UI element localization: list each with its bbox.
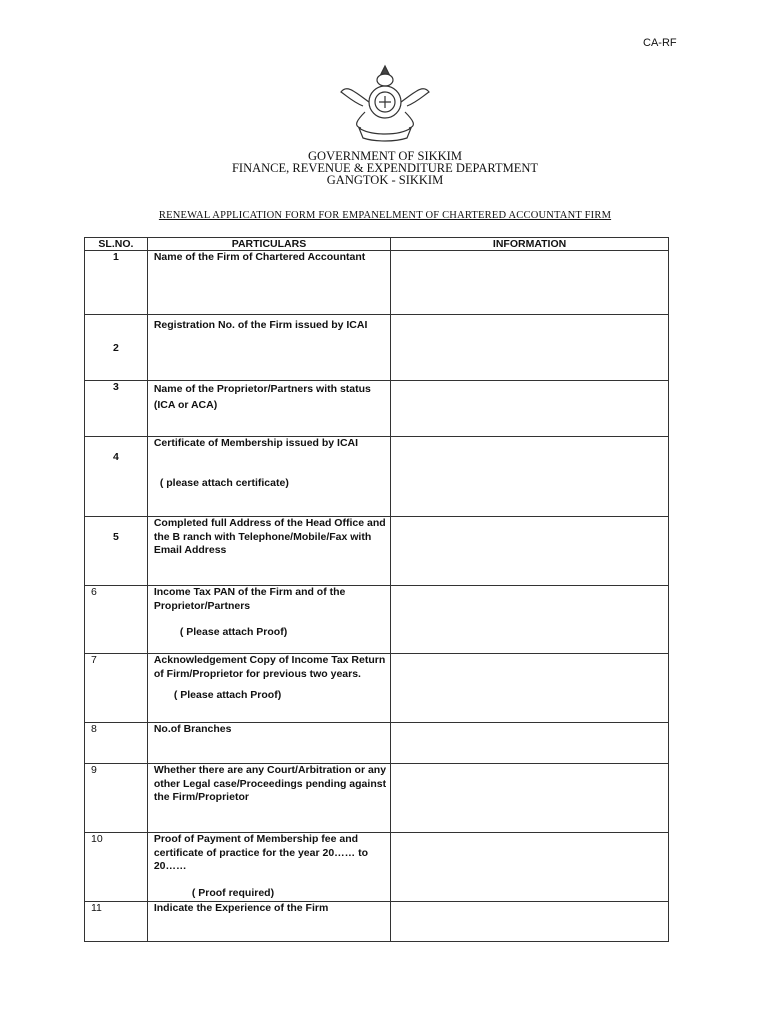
row-note: ( Please attach Proof) <box>179 626 288 638</box>
form-code: CA-RF <box>643 37 677 49</box>
table-row <box>85 517 669 586</box>
header-line-2: FINANCE, REVENUE & EXPENDITURE DEPARTMENT <box>231 161 539 175</box>
row-information-cell[interactable] <box>391 251 669 315</box>
row-particular-cell <box>147 654 390 723</box>
table-row <box>85 723 669 764</box>
application-table <box>84 237 669 942</box>
row-particular-cell <box>147 586 390 654</box>
row-particular: No.of Branches <box>147 723 390 764</box>
row-information-cell[interactable] <box>391 586 669 654</box>
row-information-cell[interactable] <box>391 654 669 723</box>
row-information-cell[interactable] <box>391 437 669 517</box>
row-number: 4 <box>85 437 148 517</box>
table-header-row <box>85 238 669 251</box>
row-information-cell[interactable] <box>391 381 669 437</box>
form-title: RENEWAL APPLICATION FORM FOR EMPANELMENT OF CHARTERED ACCOUNTANT FIRM <box>158 210 612 221</box>
row-particular-cell <box>147 833 390 902</box>
header-slno: SL.NO. <box>85 238 148 251</box>
table-row <box>85 586 669 654</box>
header-information: INFORMATION <box>391 238 669 251</box>
row-particular: Registration No. of the Firm issued by ICAI <box>147 315 390 381</box>
row-particular: Name of the Firm of Chartered Accountant <box>147 251 390 315</box>
row-number: 8 <box>85 723 148 764</box>
row-particular: Whether there are any Court/Arbitration or any other Legal case/Proceedings pending against the Firm/Proprietor <box>147 764 390 833</box>
header-line-3: GANGTOK - SIKKIM <box>326 173 444 187</box>
row-particular: Name of the Proprietor/Partners with status (ICA or ACA) <box>147 381 390 437</box>
table-row <box>85 381 669 437</box>
row-particular: Proof of Payment of Membership fee and certificate of practice for the year 20…… to 20…… <box>153 833 368 872</box>
sikkim-emblem-icon <box>335 62 435 144</box>
row-number: 9 <box>85 764 148 833</box>
header-line-1: GOVERNMENT OF SIKKIM <box>308 149 462 163</box>
row-number: 6 <box>85 586 148 654</box>
row-number: 7 <box>85 654 148 723</box>
table-row <box>85 251 669 315</box>
row-note: ( Proof required) <box>191 886 275 899</box>
row-information-cell[interactable] <box>391 517 669 586</box>
row-number: 5 <box>85 517 148 586</box>
row-number: 2 <box>85 315 148 381</box>
row-particular: Acknowledgement Copy of Income Tax Return of Firm/Proprietor for previous two years. <box>153 654 386 680</box>
row-number: 1 <box>85 251 148 315</box>
row-information-cell[interactable] <box>391 833 669 902</box>
row-particular: Completed full Address of the Head Office and the B ranch with Telephone/Mobile/Fax with Email Address <box>147 517 390 586</box>
row-information-cell[interactable] <box>391 764 669 833</box>
table-row <box>85 315 669 381</box>
row-note: ( Please attach Proof) <box>173 689 282 701</box>
table-row <box>85 654 669 723</box>
row-particular: Certificate of Membership issued by ICAI <box>153 437 359 449</box>
row-number: 3 <box>85 381 148 437</box>
row-information-cell[interactable] <box>391 315 669 381</box>
table-row <box>85 764 669 833</box>
row-information-cell[interactable] <box>391 902 669 942</box>
table-row <box>85 437 669 517</box>
row-number: 11 <box>85 902 148 942</box>
row-note: ( please attach certificate) <box>159 476 289 489</box>
table-row <box>85 902 669 942</box>
table-row <box>85 833 669 902</box>
row-number: 10 <box>85 833 148 902</box>
header-particulars: PARTICULARS <box>147 238 390 251</box>
row-particular: Income Tax PAN of the Firm and of the Proprietor/Partners <box>153 586 346 612</box>
row-information-cell[interactable] <box>391 723 669 764</box>
row-particular-cell <box>147 437 390 517</box>
row-particular: Indicate the Experience of the Firm <box>147 902 390 942</box>
